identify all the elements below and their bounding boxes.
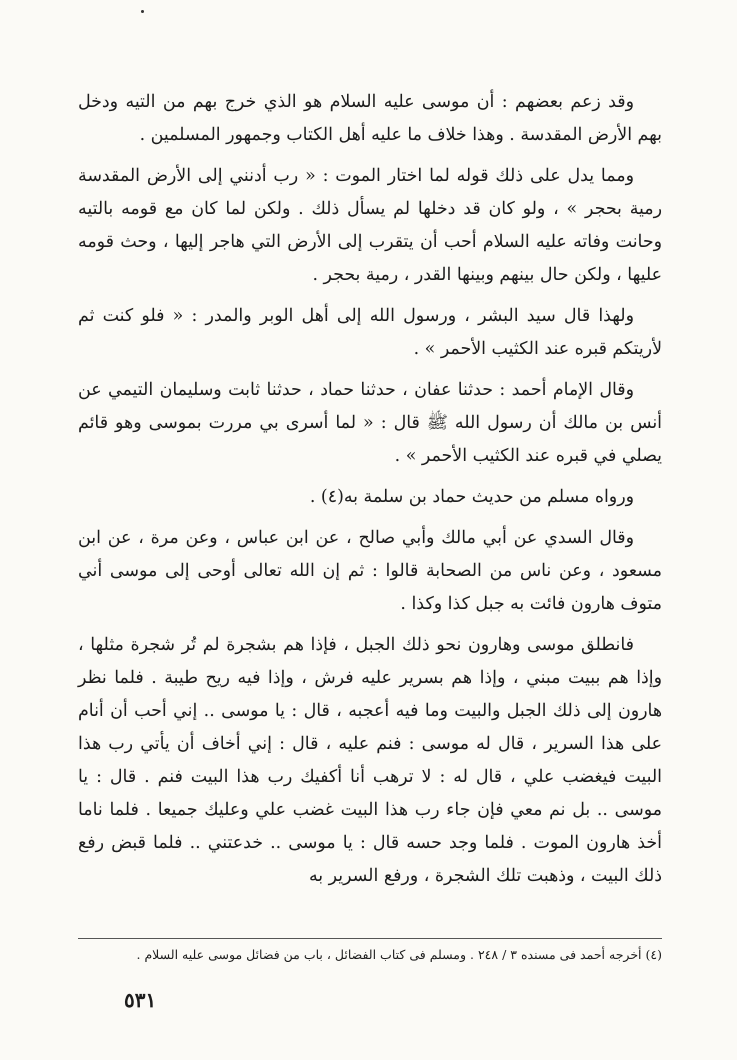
body-text [78, 86, 662, 901]
footnote: (٤) أخرجه أحمد فى مسنده ٣ / ٢٤٨ . ومسلم فى كتاب الفضائل ، باب من فضائل موسى عليه السلام . [136, 947, 662, 962]
paragraph-4: وقال الإمام أحمد : حدثنا عفان ، حدثنا حماد ، حدثنا ثابت وسليمان التيمي عن أنس بن مالك أن رسول الله ﷺ قال : « لما أسرى بي مررت بموسى وهو قائم يصلي في قبره عند الكثيب الأحمر » . [78, 380, 662, 466]
page-number: ٥٣١ [124, 988, 157, 1012]
paragraph-7: فانطلق موسى وهارون نحو ذلك الجبل ، فإذا هم بشجرة لم تُر شجرة مثلها ، وإذا هم ببيت مبني ، وإذا هم بسرير عليه فرش ، وإذا فيه ريح طيبة . فلما نظر هارون إلى ذلك الجبل والبيت وما فيه أعجبه ، قال : يا موسى .. إني أحب أن أنام على هذا السرير ، قال له موسى : فنم عليه ، قال : إني أخاف أن يأتي رب هذا البيت فيغضب علي ، قال له : لا ترهب أنا أكفيك رب هذا البيت فنم . قال : يا موسى .. بل نم معي فإن جاء رب هذا البيت غضب علي وعليك جميعا . فلما ناما أخذ هارون الموت . فلما وجد حسه قال : يا موسى .. خدعتني .. فلما قبض رفع ذلك البيت ، وذهبت تلك الشجرة ، ورفع السرير به [78, 635, 662, 886]
page-dot-mark [141, 10, 144, 13]
paragraph-3: ولهذا قال سيد البشر ، ورسول الله إلى أهل الوبر والمدر : « فلو كنت ثم لأريتكم قبره عند الكثيب الأحمر » . [78, 306, 662, 359]
paragraph-6: وقال السدي عن أبي مالك وأبي صالح ، عن ابن عباس ، وعن مرة ، عن ابن مسعود ، وعن ناس من الصحابة قالوا : ثم إن الله تعالى أوحى إلى موسى أني متوف هارون فائت به جبل كذا وكذا . [78, 528, 662, 614]
footnote-separator [78, 938, 662, 939]
paragraph-1: وقد زعم بعضهم : أن موسى عليه السلام هو الذي خرج بهم من التيه ودخل بهم الأرض المقدسة . وهذا خلاف ما عليه أهل الكتاب وجمهور المسلمين . [78, 92, 662, 145]
paragraph-2: ومما يدل على ذلك قوله لما اختار الموت : « رب أدنني إلى الأرض المقدسة رمية بحجر » ، ولو كان قد دخلها لم يسأل ذلك . ولكن لما كان مع قومه بالتيه وحانت وفاته عليه السلام أحب أن يتقرب إلى الأرض التي هاجر إليها ، وحث قومه عليها ، ولكن حال بينهم وبينها القدر ، رمية بحجر . [78, 166, 662, 285]
paragraph-5: ورواه مسلم من حديث حماد بن سلمة به(٤) . [309, 487, 634, 507]
